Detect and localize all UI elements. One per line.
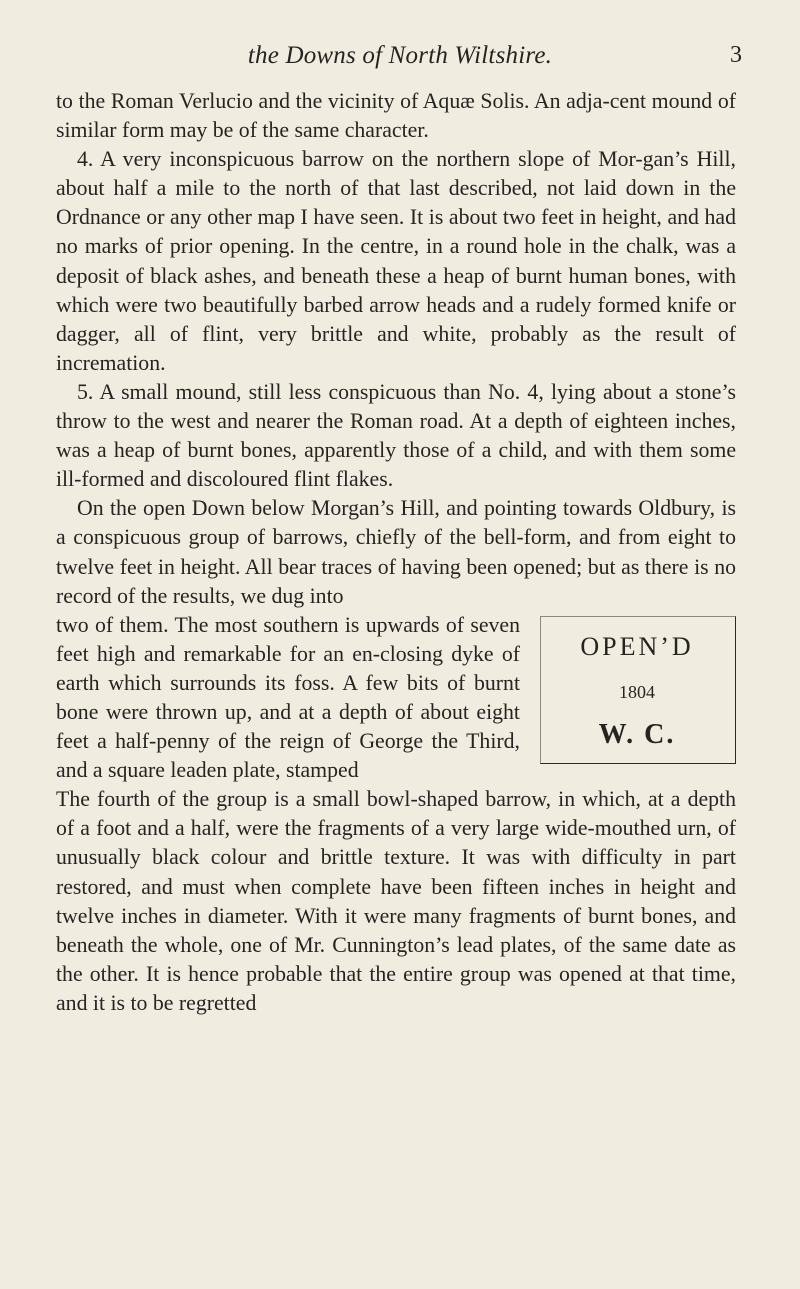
lead-plate-inscription [538,616,736,772]
body-text [56,87,736,1018]
paragraph-5: The fourth of the group is a small bowl-shaped barrow, in which, at a depth of a foot and a half, were the fragments of a very large wide-mouthed urn, of unusually black colour and brittle texture. It was with difficulty in part restored, and must when complete have been fifteen inches in height and twelve inches in diameter. With it were many fragments of burnt bones, and beneath the whole, one of Mr. Cunnington’s lead plates, of the same date as the other. It is hence probable that the entire group was opened at that time, and it is to be regretted [56,787,736,1015]
paragraph-3: 5. A small mound, still less conspicuous than No. 4, lying about a stone’s throw to the west and nearer the Roman road. At a depth of eighteen inches, was a heap of burnt bones, apparently those of a child, and with them some ill-formed and discoloured flint flakes. [56,379,736,492]
paragraph-4-part-2: two of them. The most southern is upwards of seven feet high and remarkable for an en-closing dyke of earth which surrounds its foss. A few bits of burnt bone were thrown up, and at a depth of about eight feet a half-penny of the reign of George the Third, and a square leaden plate, stamped [56,612,520,783]
plate-line-opened: OPEN’D [580,631,694,661]
paragraph-1: to the Roman Verlucio and the vicinity of Aquæ Solis. An adja-cent mound of similar form may be of the same character. [56,89,736,143]
plate-line-initials: W. C. [598,718,676,750]
running-title: the Downs of North Wiltshire. [247,42,553,69]
plate-line-year: 1804 [619,681,655,702]
page-number: 3 [730,42,742,68]
paragraph-4-part-1: On the open Down below Morgan’s Hill, and pointing towards Oldbury, is a conspicuous group of barrows, chiefly of the bell-form, and from eight to twelve feet in height. All bear traces of having been opened; but as there is no record of the results, we dug into [56,496,736,608]
paragraph-2: 4. A very inconspicuous barrow on the northern slope of Mor-gan’s Hill, about half a mile to the north of that last described, not laid down in the Ordnance or any other map I have seen. It is about two feet in height, and had no marks of prior opening. In the centre, in a round hole in the chalk, was a deposit of black ashes, and beneath these a heap of burnt human bones, with which were two beautifully barbed arrow heads and a rudely formed knife or dagger, all of flint, very brittle and white, probably as the result of incremation. [56,147,736,375]
